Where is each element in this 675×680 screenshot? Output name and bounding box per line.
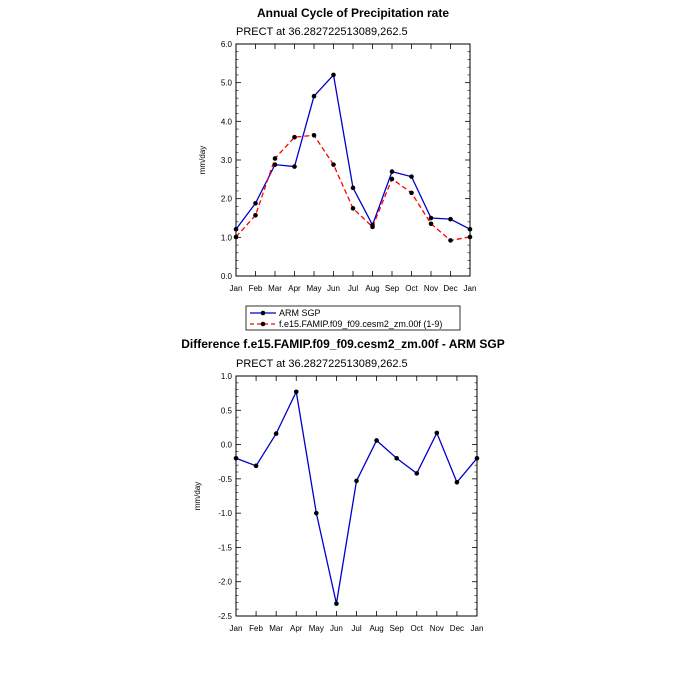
- top-series-0-point: [351, 186, 356, 191]
- bottom-xtick-label: Jan: [470, 624, 484, 633]
- top-series-1-point: [331, 162, 336, 167]
- top-series-1-point: [312, 133, 317, 138]
- bottom-series-0-point: [414, 471, 419, 476]
- top-series-1-point: [292, 135, 297, 140]
- top-series-0-point: [331, 73, 336, 78]
- bottom-series-0-point: [455, 480, 460, 485]
- bottom-x-axis: [230, 376, 484, 633]
- top-xtick-label: Dec: [443, 284, 458, 293]
- top-series-1-point: [390, 177, 395, 182]
- legend-marker-arm-sgp: [261, 311, 266, 316]
- bottom-ytick-label: -1.0: [218, 509, 232, 519]
- bottom-plot-frame: [236, 376, 477, 616]
- bottom-xtick-label: May: [308, 624, 324, 633]
- bottom-ytick-label: 1.0: [220, 372, 232, 381]
- bottom-y-axis-label: mm/day: [193, 481, 202, 511]
- top-series-1-point: [468, 235, 473, 240]
- bottom-xtick-label: Aug: [369, 624, 384, 633]
- bottom-chart-title: Difference f.e15.FAMIP.f09_f09.cesm2_zm.00f - ARM SGP: [181, 337, 505, 351]
- top-ytick-label: 1.0: [220, 233, 232, 243]
- bottom-xtick-label: Jan: [229, 624, 243, 633]
- bottom-xtick-label: Jun: [329, 624, 343, 633]
- legend-label-arm-sgp: ARM SGP: [279, 308, 321, 318]
- bottom-series-group: [234, 389, 480, 605]
- bottom-series-0-point: [314, 511, 319, 516]
- bottom-ytick-label: 0.5: [220, 406, 232, 416]
- top-xtick-label: Sep: [384, 284, 400, 293]
- top-series-0-point: [429, 216, 434, 221]
- bottom-xtick-label: Sep: [389, 624, 404, 633]
- top-series-group: [234, 73, 473, 243]
- bottom-ytick-label: -2.5: [218, 612, 232, 621]
- bottom-xtick-label: Nov: [429, 624, 444, 633]
- top-xtick-label: Apr: [288, 284, 301, 293]
- bottom-series-0-point: [334, 601, 339, 606]
- top-series-1-point: [273, 156, 278, 161]
- top-chart-title: Annual Cycle of Precipitation rate: [256, 6, 450, 20]
- top-plot-frame: [236, 44, 470, 276]
- bottom-series-0-point: [354, 479, 359, 484]
- top-xtick-label: Mar: [268, 284, 282, 293]
- bottom-ytick-label: -0.5: [218, 474, 232, 484]
- top-xtick-label: May: [306, 284, 322, 293]
- bottom-series-0-point: [294, 389, 299, 394]
- bottom-series-0-point: [274, 431, 279, 436]
- bottom-chart-subtitle: PRECT at 36.282722513089,262.5: [236, 358, 408, 370]
- top-series-1-point: [409, 191, 414, 196]
- top-x-axis: [230, 44, 477, 293]
- top-ytick-label: 0.0: [220, 272, 232, 281]
- bottom-xtick-label: Dec: [449, 624, 465, 633]
- bottom-series-0-point: [435, 431, 440, 436]
- bottom-xtick-label: Apr: [290, 624, 303, 633]
- top-ytick-label: 2.0: [220, 194, 232, 204]
- top-y-axis-label: mm/day: [198, 145, 207, 175]
- top-panel: [198, 6, 476, 330]
- top-series-0-point: [468, 227, 473, 232]
- top-xtick-label: Jul: [347, 284, 359, 293]
- bottom-series-0-point: [475, 456, 480, 461]
- top-chart-subtitle: PRECT at 36.282722513089,262.5: [236, 26, 408, 38]
- top-series-0-point: [409, 174, 414, 179]
- top-series-0-point: [253, 201, 258, 206]
- bottom-series-0-point: [394, 456, 399, 461]
- top-y-axis: [221, 40, 470, 281]
- legend-label-model: f.e15.FAMIP.f09_f09.cesm2_zm.00f (1-9): [279, 319, 443, 329]
- top-xtick-label: Jun: [327, 284, 340, 293]
- bottom-xtick-label: Feb: [249, 624, 263, 633]
- bottom-series-0-point: [254, 464, 259, 469]
- bottom-xtick-label: Oct: [410, 624, 423, 633]
- top-series-0-point: [390, 169, 395, 174]
- top-xtick-label: Feb: [248, 284, 263, 293]
- bottom-series-line-0: [236, 392, 477, 604]
- bottom-ytick-label: -2.0: [218, 577, 232, 587]
- bottom-y-axis: [218, 372, 477, 621]
- bottom-series-0-point: [374, 438, 379, 443]
- bottom-panel: [181, 337, 504, 633]
- top-ytick-label: 3.0: [220, 156, 232, 165]
- top-series-0-point: [312, 94, 317, 99]
- top-xtick-label: Jan: [229, 284, 243, 293]
- top-series-1-point: [253, 213, 258, 218]
- top-xtick-label: Jan: [463, 284, 477, 293]
- top-ytick-label: 6.0: [220, 40, 232, 49]
- bottom-xtick-label: Mar: [269, 624, 284, 633]
- top-series-0-point: [292, 164, 297, 169]
- top-ytick-label: 4.0: [220, 117, 232, 127]
- top-series-1-point: [351, 206, 356, 211]
- top-xtick-label: Oct: [405, 284, 418, 293]
- legend: [246, 306, 460, 330]
- top-series-0-point: [448, 217, 453, 222]
- top-xtick-label: Aug: [365, 284, 380, 293]
- top-xtick-label: Nov: [423, 284, 439, 293]
- top-series-1-point: [429, 222, 434, 227]
- legend-marker-model: [261, 322, 266, 327]
- bottom-series-0-point: [234, 456, 239, 461]
- bottom-ytick-label: -1.5: [218, 543, 232, 553]
- top-ytick-label: 5.0: [220, 78, 232, 88]
- top-series-1-point: [234, 235, 239, 240]
- bottom-ytick-label: 0.0: [220, 440, 232, 450]
- top-series-1-point: [448, 238, 453, 243]
- top-series-0-point: [273, 162, 278, 167]
- top-series-0-point: [234, 227, 239, 232]
- bottom-xtick-label: Jul: [351, 624, 362, 633]
- top-series-1-point: [370, 225, 375, 230]
